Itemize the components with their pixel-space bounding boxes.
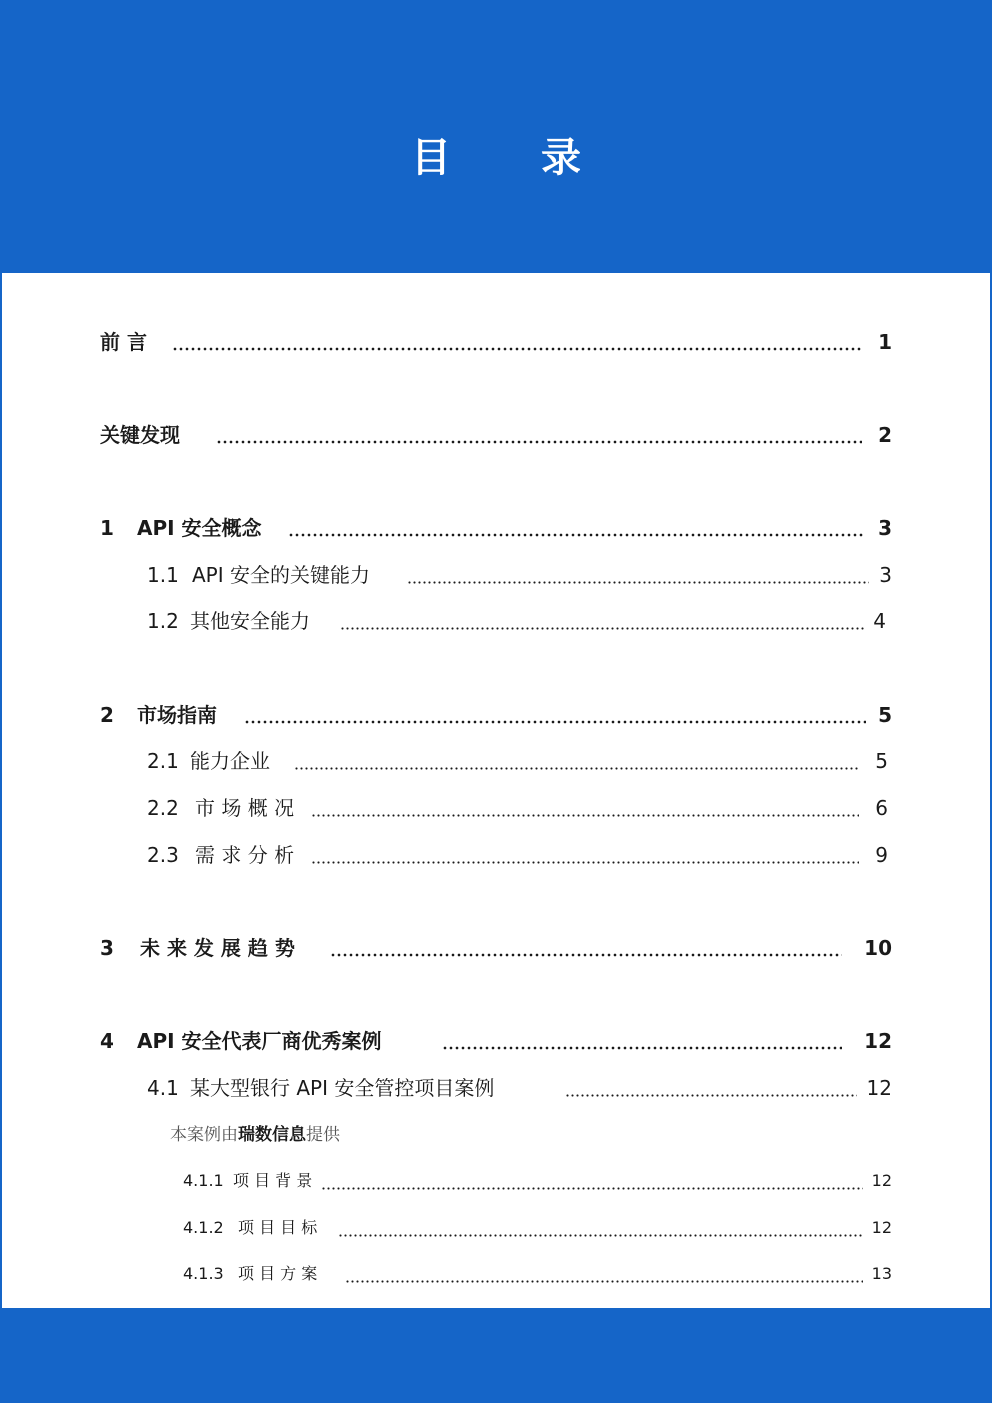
toc-entry-title: 项 目 目 标 (238, 1218, 318, 1237)
toc-entry-section-2-2[interactable] (0, 793, 992, 823)
toc-entry-preface[interactable] (0, 327, 992, 357)
toc-dot-leader (340, 606, 866, 636)
toc-entry-page: 1 (878, 330, 892, 354)
case-note-provider: 瑞数信息 (238, 1125, 306, 1145)
toc-dot-leader (244, 700, 866, 730)
toc-entry-page: 5 (878, 703, 892, 727)
toc-dot-leader (330, 933, 842, 963)
toc-entry-page: 12 (871, 1171, 892, 1190)
toc-entry-number: 1.2 (147, 609, 179, 633)
toc-entry-page: 3 (878, 516, 892, 540)
toc-entry-section-1-1[interactable] (0, 560, 992, 590)
toc-entry-subsection-4-1-3[interactable] (0, 1259, 992, 1289)
case-note-prefix: 本案例由 (170, 1125, 238, 1145)
toc-entry-number: 3 (100, 936, 114, 960)
toc-entry-chapter-3[interactable] (0, 933, 992, 963)
toc-entry-subsection-4-1-1[interactable] (0, 1166, 992, 1196)
toc-dot-leader (321, 1166, 863, 1196)
toc-entry-chapter-4[interactable] (0, 1026, 992, 1056)
case-provider-note (170, 1120, 340, 1150)
toc-entry-title: 某大型银行 API 安全管控项目案例 (190, 1076, 495, 1100)
toc-entry-key-findings[interactable] (0, 420, 992, 450)
toc-dot-leader (338, 1213, 863, 1243)
toc-entry-section-4-1[interactable] (0, 1073, 992, 1103)
toc-entry-title: 前 言 (100, 330, 147, 354)
toc-entry-page: 13 (871, 1264, 892, 1283)
toc-dot-leader (288, 513, 864, 543)
toc-entry-number: 4.1.1 (183, 1171, 224, 1190)
toc-entry-page: 10 (864, 936, 892, 960)
toc-dot-leader (311, 793, 859, 823)
toc-entry-number: 2 (100, 703, 114, 727)
toc-entry-page: 12 (864, 1029, 892, 1053)
toc-entry-section-2-1[interactable] (0, 746, 992, 776)
toc-entry-page: 9 (875, 843, 888, 867)
toc-dot-leader (172, 327, 862, 357)
toc-entry-page: 3 (879, 563, 892, 587)
toc-entry-chapter-2[interactable] (0, 700, 992, 730)
toc-entry-number: 4.1 (147, 1076, 179, 1100)
toc-entry-number: 1 (100, 516, 114, 540)
toc-entry-page: 12 (866, 1076, 892, 1100)
toc-entry-page: 12 (871, 1218, 892, 1237)
toc-entry-title: API 安全的关键能力 (192, 563, 370, 587)
toc-dot-leader (407, 560, 869, 590)
toc-entry-title: 关键发现 (100, 423, 180, 447)
toc-dot-leader (345, 1259, 863, 1289)
toc-entry-page: 6 (875, 796, 888, 820)
toc-entry-section-1-2[interactable] (0, 606, 992, 636)
toc-entry-number: 1.1 (147, 563, 179, 587)
toc-entry-subsection-4-1-2[interactable] (0, 1213, 992, 1243)
toc-entry-number: 2.3 (147, 843, 179, 867)
toc-dot-leader (442, 1026, 842, 1056)
toc-entry-title: 能力企业 (190, 749, 270, 773)
toc-entry-number: 2.1 (147, 749, 179, 773)
toc-entry-chapter-1[interactable] (0, 513, 992, 543)
toc-entry-title: 需 求 分 析 (195, 843, 295, 867)
footer-band (0, 1308, 992, 1403)
toc-entry-title: 市 场 概 况 (195, 796, 295, 820)
toc-dot-leader (294, 746, 860, 776)
toc-entry-title: 项 目 方 案 (238, 1264, 318, 1283)
toc-entry-title: 未 来 发 展 趋 势 (140, 936, 295, 960)
toc-entry-page: 5 (875, 749, 888, 773)
toc-dot-leader (565, 1073, 857, 1103)
toc-dot-leader (311, 840, 859, 870)
toc-entry-page: 4 (873, 609, 886, 633)
toc-entry-number: 4 (100, 1029, 114, 1053)
toc-entry-title: 项 目 背 景 (233, 1171, 313, 1190)
page-title: 目 录 (411, 135, 619, 181)
toc-entry-title: API 安全代表厂商优秀案例 (137, 1029, 382, 1053)
toc-dot-leader (216, 420, 862, 450)
toc-entry-page: 2 (878, 423, 892, 447)
toc-entry-title: 市场指南 (137, 703, 217, 727)
toc-entry-number: 4.1.2 (183, 1218, 224, 1237)
toc-entry-section-2-3[interactable] (0, 840, 992, 870)
toc-entry-title: API 安全概念 (137, 516, 262, 540)
toc-entry-title: 其他安全能力 (190, 609, 310, 633)
toc-entry-number: 4.1.3 (183, 1264, 224, 1283)
header-band (0, 0, 992, 273)
toc-entry-number: 2.2 (147, 796, 179, 820)
case-note-suffix: 提供 (306, 1125, 340, 1145)
